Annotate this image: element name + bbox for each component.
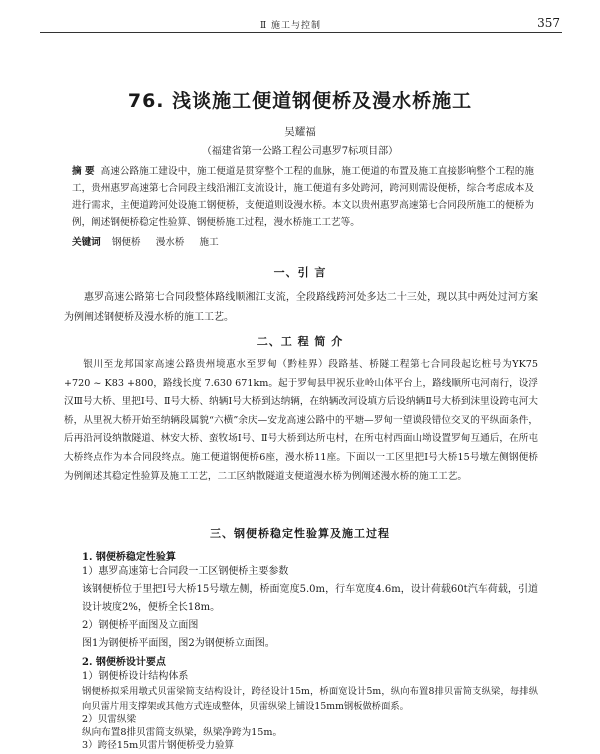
body-line: 纵向布置8排贝雷简支纵梁，纵梁净跨为15m。 bbox=[82, 727, 283, 738]
running-title: Ⅱ 施工与控制 bbox=[260, 21, 321, 31]
keywords-label: 关键词 bbox=[72, 237, 101, 248]
header-divider bbox=[40, 32, 562, 33]
section-heading-introduction: 一、引 言 bbox=[273, 266, 327, 279]
body-line: 图1为钢便桥平面图，图2为钢便桥立面图。 bbox=[82, 638, 275, 649]
body-line: 1）惠罗高速第七合同段一工区钢便桥主要参数 bbox=[82, 566, 289, 577]
section-heading-project-overview: 二、工 程 简 介 bbox=[256, 335, 344, 348]
author-name: 吴耀福 bbox=[284, 126, 316, 138]
keyword: 漫水桥 bbox=[155, 237, 185, 248]
keyword: 钢便桥 bbox=[111, 237, 141, 248]
abstract-label: 摘 要 bbox=[72, 166, 95, 177]
subheading-stability-check: 1. 钢便桥稳定性验算 bbox=[82, 552, 176, 563]
subheading-design-points: 2. 钢便桥设计要点 bbox=[82, 657, 166, 668]
project-overview-paragraph: 银川至龙邦国家高速公路贵州境惠水至罗甸（黔桂界）段路基、桥隧工程第七合同段起讫桩号为YK75 +720 ~ K83 +800，路线长度 7.630 671km。起于罗甸县甲祝乐业岭山体平台上，路线顺所屯河南行，设浮汉Ⅲ号大桥、里把Ⅰ号、Ⅱ号大桥、纳辆Ⅰ号大桥到达纳辆，在纳辆改河设填方后设纳辆Ⅱ号大桥到沫里设跨屯河大桥，从里祝大桥开始至纳辆段属貌“六横”余庆—安龙高速公路中的平塘—罗甸一望谟段错位交叉的平纵面条件，后再沿河设纳散隧道、林安大桥、蛮牧场Ⅰ号、Ⅱ号大桥到达所屯村，在所屯村西面山坳设置罗甸互通后，在所屯大桥终点作为本合同段终点。施工便道钢便桥6座，漫水桥11座。下面以一工区里把Ⅰ号大桥15号墩左侧钢便桥为例阐述其稳定性验算及施工工艺，二工区纳散隧道支便道漫水桥为例阐述漫水桥的施工工艺。 bbox=[64, 359, 538, 482]
keyword: 施工 bbox=[199, 237, 219, 248]
body-line: 1）钢便桥设计结构体系 bbox=[82, 671, 189, 682]
author-affiliation: （福建省第一公路工程公司惠罗7标项目部） bbox=[201, 146, 399, 157]
article-title: 76. 浅谈施工便道钢便桥及漫水桥施工 bbox=[127, 90, 473, 112]
body-line: 3）跨径15m贝雷片钢便桥受力验算 bbox=[82, 740, 235, 751]
running-header bbox=[40, 14, 560, 34]
body-line: 2）贝雷纵梁 bbox=[82, 714, 137, 725]
body-line: 2）钢便桥平面图及立面图 bbox=[82, 620, 199, 631]
body-paragraph: 该钢便桥位于里把Ⅰ号大桥15号墩左侧，桥面宽度5.0m，行车宽度4.6m，设计荷载60t汽车荷载，引道设计坡度2%，便桥全长18m。 bbox=[82, 584, 538, 613]
introduction-paragraph: 惠罗高速公路第七合同段整体路线顺湘江支流，全段路线跨河处多达二十三处，现以其中两处过河方案为例阐述钢便桥及漫水桥的施工工艺。 bbox=[64, 292, 538, 323]
body-paragraph: 钢便桥拟采用墩式贝雷梁简支结构设计，跨径设计15m，桥面宽设计5m，纵向布置8排贝雷简支纵梁，每排纵向贝雷片用支撑架或其他方式连成整体，贝雷纵梁上铺设15mm钢板做桥面系。 bbox=[82, 686, 538, 712]
abstract-text: 高速公路施工建设中，施工便道是贯穿整个工程的血脉，施工便道的布置及施工直接影响整个工程的施工，贵州惠罗高速第七合同段主线沿湘江支流设计，施工便道有多处跨河，跨河则需设便桥，综合考虑成本及进行需求，主便道跨河处设施工钢便桥，支便道则设漫水桥。本文以贵州惠罗高速第七合同段所施工的便桥为例，阐述钢便桥稳定性验算、钢便桥施工过程，漫水桥施工工艺等。 bbox=[72, 166, 534, 228]
keywords bbox=[72, 234, 534, 248]
page-number: 357 bbox=[537, 16, 560, 30]
section-heading-stability-and-construction: 三、钢便桥稳定性验算及施工过程 bbox=[210, 527, 390, 540]
abstract bbox=[72, 163, 534, 231]
